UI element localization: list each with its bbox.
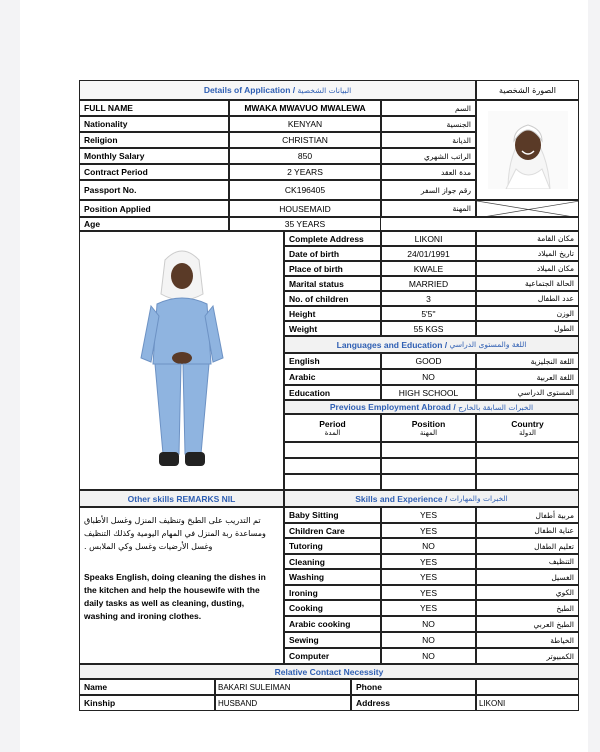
skill-ar: الطبخ [476, 600, 579, 616]
employment-cell [284, 458, 381, 474]
employment-cell [381, 442, 476, 458]
personal-ar: الراتب الشهري [381, 148, 476, 164]
detail-label: Place of birth [284, 261, 381, 276]
language-label: Education [284, 385, 381, 400]
language-value: HIGH SCHOOL [381, 385, 476, 400]
detail-label: Weight [284, 321, 381, 336]
contact-name-value: BAKARI SULEIMAN [215, 679, 351, 695]
employment-cell [381, 458, 476, 474]
personal-ar: مدة العقد [381, 164, 476, 180]
skill-label: Arabic cooking [284, 616, 381, 632]
contact-name-label: Name [79, 679, 215, 695]
skill-ar: الكمبيوتر [476, 648, 579, 664]
detail-value: 5'5'' [381, 306, 476, 321]
personal-ar: الديانة [381, 132, 476, 148]
personal-ar: السم [381, 100, 476, 116]
contact-header: Relative Contact Necessity [79, 664, 579, 679]
personal-value: MWAKA MWAVUO MWALEWA [229, 100, 381, 116]
skills-title: Skills and Experience / [355, 493, 448, 504]
skill-label: Tutoring [284, 538, 381, 554]
personal-ar [381, 217, 579, 231]
application-header [79, 80, 476, 100]
photo-label [476, 80, 579, 100]
language-label: English [284, 353, 381, 369]
skill-label: Cooking [284, 600, 381, 616]
passport-photo-frame [476, 100, 579, 200]
personal-value: CK196405 [229, 180, 381, 200]
employment-cell [381, 474, 476, 490]
detail-label: Date of birth [284, 246, 381, 261]
language-ar: المستوى الدراسي [476, 385, 579, 400]
skill-ar: الخياطة [476, 632, 579, 648]
skill-value: NO [381, 538, 476, 554]
other-skills-text [79, 507, 284, 664]
language-value: GOOD [381, 353, 476, 369]
employment-title: Previous Employment Abroad / [329, 402, 456, 412]
detail-ar: مكان الميلاد [476, 261, 579, 276]
skill-value: NO [381, 632, 476, 648]
contact-kinship-value: HUSBAND [215, 695, 351, 711]
personal-label: Passport No. [79, 180, 229, 200]
other-skills-ar: تم التدريب على الطبخ وتنظيف المنزل وغسل الأطباق ومساعدة ربة المنزل في المهام اليومية وكذلك التنظيف وغسل الأرضيات وغسل وكي الملابس . [84, 516, 266, 551]
employment-cell [284, 474, 381, 490]
detail-value: 55 KGS [381, 321, 476, 336]
skill-value: YES [381, 569, 476, 585]
detail-ar: مكان القامة [476, 231, 579, 246]
languages-title-ar: اللغة والمستوى الدراسي [449, 340, 527, 349]
employment-header [284, 400, 579, 414]
col-position-ar: المهنة [419, 429, 438, 437]
full-body-photo-frame [79, 231, 284, 490]
personal-value: CHRISTIAN [229, 132, 381, 148]
personal-ar: الجنسية [381, 116, 476, 132]
other-skills-header: Other skills REMARKS NIL [79, 490, 284, 507]
contact-phone-value [476, 679, 579, 695]
detail-ar: تاريخ الميلاد [476, 246, 579, 261]
skill-ar: مربية أطفال [476, 507, 579, 523]
contact-address-label: Address [351, 695, 476, 711]
empty-box [476, 200, 579, 217]
language-value: NO [381, 369, 476, 385]
skill-label: Washing [284, 569, 381, 585]
personal-label: Religion [79, 132, 229, 148]
contact-phone-label: Phone [351, 679, 476, 695]
employment-col-country [476, 414, 579, 442]
detail-ar: الحالة الجتماعية [476, 276, 579, 291]
languages-header [284, 336, 579, 353]
col-country-en: Country [511, 419, 544, 429]
skill-ar: الكوي [476, 585, 579, 600]
skill-ar: عناية الطفال [476, 523, 579, 538]
photo-label-text: الصورة الشخصية [499, 85, 556, 95]
detail-ar: الوزن [476, 306, 579, 321]
skill-label: Baby Sitting [284, 507, 381, 523]
detail-label: No. of children [284, 291, 381, 306]
skill-label: Ironing [284, 585, 381, 600]
detail-value: MARRIED [381, 276, 476, 291]
col-period-ar: المدة [324, 429, 341, 437]
skill-ar: الغسيل [476, 569, 579, 585]
skill-label: Cleaning [284, 554, 381, 569]
personal-label: Age [79, 217, 229, 231]
skill-value: YES [381, 585, 476, 600]
passport-photo [488, 111, 568, 189]
personal-label: Monthly Salary [79, 148, 229, 164]
skill-label: Computer [284, 648, 381, 664]
document-page [20, 0, 588, 752]
personal-label: Nationality [79, 116, 229, 132]
employment-cell [476, 474, 579, 490]
personal-label: Contract Period [79, 164, 229, 180]
personal-value: 35 YEARS [229, 217, 381, 231]
personal-value: 2 YEARS [229, 164, 381, 180]
detail-value: 24/01/1991 [381, 246, 476, 261]
cross-lines [477, 201, 579, 217]
skill-ar: تعليم الطفال [476, 538, 579, 554]
skill-value: YES [381, 523, 476, 538]
personal-ar: رقم جواز السفر [381, 180, 476, 200]
contact-address-value: LIKONI [476, 695, 579, 711]
skill-value: YES [381, 600, 476, 616]
personal-label: Position Applied [79, 200, 229, 217]
skill-value: NO [381, 616, 476, 632]
detail-value: KWALE [381, 261, 476, 276]
skill-label: Sewing [284, 632, 381, 648]
other-skills-en: Speaks English, doing cleaning the dishes in the kitchen and help the housewife with the daily tasks as well as cleaning, dusting, washing and ironing clothes. [84, 572, 266, 621]
skill-ar: التنظيف [476, 554, 579, 569]
employment-cell [284, 442, 381, 458]
detail-value: 3 [381, 291, 476, 306]
detail-label: Marital status [284, 276, 381, 291]
skill-ar: الطبخ العربي [476, 616, 579, 632]
personal-value: KENYAN [229, 116, 381, 132]
skill-value: YES [381, 507, 476, 523]
skill-label: Children Care [284, 523, 381, 538]
personal-ar: المهنة [381, 200, 476, 217]
col-position-en: Position [411, 419, 446, 429]
employment-col-period [284, 414, 381, 442]
detail-ar: عدد الطفال [476, 291, 579, 306]
detail-ar: الطول [476, 321, 579, 336]
col-country-ar: الدولة [518, 429, 537, 437]
skill-value: YES [381, 554, 476, 569]
personal-value: 850 [229, 148, 381, 164]
skills-title-ar: الخبرات والمهارات [449, 494, 508, 503]
languages-title: Languages and Education / [336, 339, 448, 350]
header-title: Details of Application / [203, 85, 296, 95]
col-period-en: Period [319, 419, 346, 429]
skill-value: NO [381, 648, 476, 664]
detail-label: Height [284, 306, 381, 321]
detail-value: LIKONI [381, 231, 476, 246]
employment-title-ar: الخبرات السابقة بالخارج [458, 402, 534, 412]
employment-cell [476, 458, 579, 474]
language-label: Arabic [284, 369, 381, 385]
employment-col-position [381, 414, 476, 442]
language-ar: اللغة النجليزية [476, 353, 579, 369]
detail-label: Complete Address [284, 231, 381, 246]
skills-header [284, 490, 579, 507]
contact-kinship-label: Kinship [79, 695, 215, 711]
employment-cell [476, 442, 579, 458]
header-title-ar: البيانات الشخصية [297, 85, 352, 95]
full-body-photo [137, 246, 227, 476]
personal-label: FULL NAME [79, 100, 229, 116]
language-ar: اللغة العربية [476, 369, 579, 385]
personal-value: HOUSEMAID [229, 200, 381, 217]
